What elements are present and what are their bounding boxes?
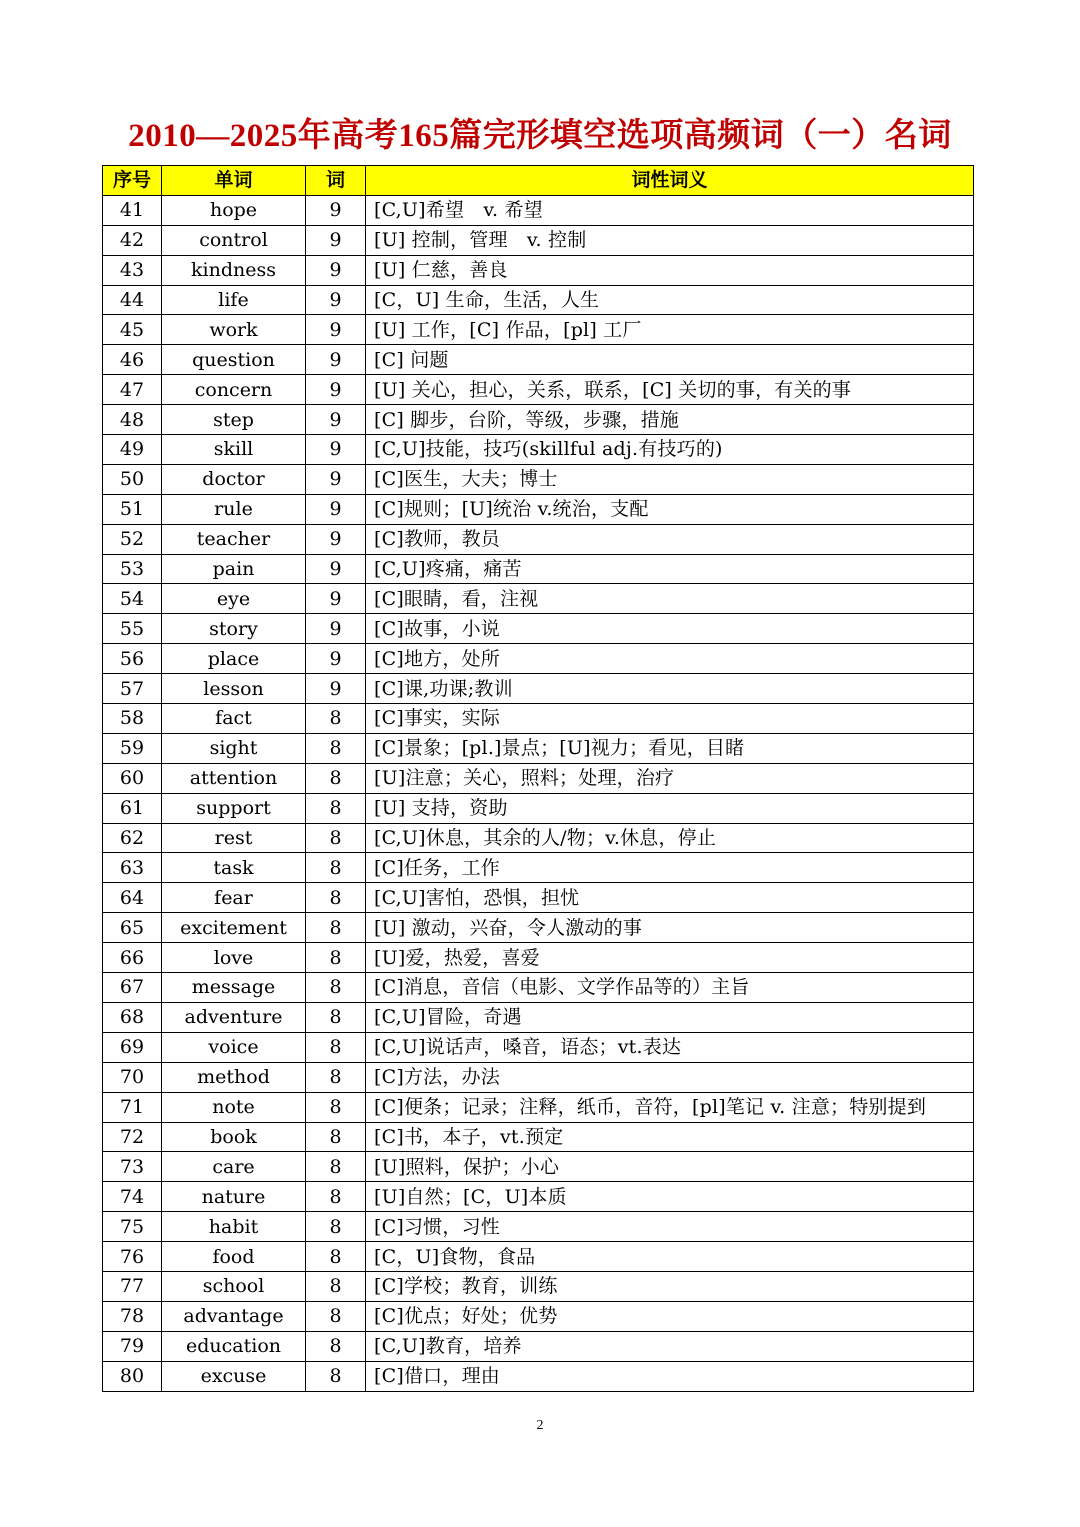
row-number: 59 bbox=[103, 733, 162, 763]
row-number: 44 bbox=[103, 285, 162, 315]
row-definition: [C,U]冒险，奇遇 bbox=[366, 1002, 974, 1032]
row-word: note bbox=[162, 1092, 306, 1122]
row-count: 8 bbox=[306, 883, 366, 913]
row-number: 71 bbox=[103, 1092, 162, 1122]
table-row bbox=[103, 1122, 974, 1152]
row-word: place bbox=[162, 644, 306, 674]
row-definition: [C]教师，教员 bbox=[366, 524, 974, 554]
row-number: 80 bbox=[103, 1361, 162, 1391]
row-word: book bbox=[162, 1122, 306, 1152]
table-row bbox=[103, 435, 974, 465]
row-number: 43 bbox=[103, 255, 162, 285]
row-number: 68 bbox=[103, 1002, 162, 1032]
table-row bbox=[103, 195, 974, 225]
row-definition: [C]习惯，习性 bbox=[366, 1212, 974, 1242]
row-number: 76 bbox=[103, 1242, 162, 1272]
row-definition: [C]借口，理由 bbox=[366, 1361, 974, 1391]
row-number: 64 bbox=[103, 883, 162, 913]
row-word: food bbox=[162, 1242, 306, 1272]
row-number: 47 bbox=[103, 375, 162, 405]
row-word: lesson bbox=[162, 674, 306, 704]
table-row bbox=[103, 584, 974, 614]
row-definition: [C]医生，大夫；博士 bbox=[366, 464, 974, 494]
row-count: 8 bbox=[306, 1032, 366, 1062]
row-count: 9 bbox=[306, 464, 366, 494]
row-definition: [C] 问题 bbox=[366, 345, 974, 375]
row-count: 8 bbox=[306, 1092, 366, 1122]
row-word: nature bbox=[162, 1182, 306, 1212]
row-definition: [C]优点；好处；优势 bbox=[366, 1301, 974, 1331]
table-row bbox=[103, 285, 974, 315]
row-number: 51 bbox=[103, 494, 162, 524]
row-count: 8 bbox=[306, 1301, 366, 1331]
row-count: 8 bbox=[306, 1361, 366, 1391]
row-word: fear bbox=[162, 883, 306, 913]
row-word: doctor bbox=[162, 464, 306, 494]
row-word: excitement bbox=[162, 913, 306, 943]
table-header-row bbox=[103, 166, 974, 196]
row-definition: [U]照料，保护；小心 bbox=[366, 1152, 974, 1182]
row-number: 45 bbox=[103, 315, 162, 345]
row-number: 74 bbox=[103, 1182, 162, 1212]
row-count: 9 bbox=[306, 255, 366, 285]
row-count: 8 bbox=[306, 1062, 366, 1092]
row-count: 9 bbox=[306, 405, 366, 435]
row-count: 8 bbox=[306, 1212, 366, 1242]
row-count: 8 bbox=[306, 1271, 366, 1301]
table-row bbox=[103, 763, 974, 793]
row-definition: [U] 激动，兴奋，令人激动的事 bbox=[366, 913, 974, 943]
row-count: 8 bbox=[306, 823, 366, 853]
table-row bbox=[103, 315, 974, 345]
row-number: 48 bbox=[103, 405, 162, 435]
table-row bbox=[103, 554, 974, 584]
row-count: 8 bbox=[306, 1242, 366, 1272]
row-count: 8 bbox=[306, 1002, 366, 1032]
row-count: 8 bbox=[306, 763, 366, 793]
row-count: 9 bbox=[306, 614, 366, 644]
row-definition: [U]自然；[C，U]本质 bbox=[366, 1182, 974, 1212]
row-number: 56 bbox=[103, 644, 162, 674]
row-definition: [C]消息，音信（电影、文学作品等的）主旨 bbox=[366, 973, 974, 1003]
row-definition: [C,U]休息，其余的人/物；v.休息，停止 bbox=[366, 823, 974, 853]
row-number: 67 bbox=[103, 973, 162, 1003]
row-definition: [C] 脚步，台阶，等级，步骤，措施 bbox=[366, 405, 974, 435]
row-count: 8 bbox=[306, 943, 366, 973]
row-number: 77 bbox=[103, 1271, 162, 1301]
table-row bbox=[103, 943, 974, 973]
row-count: 9 bbox=[306, 674, 366, 704]
row-number: 73 bbox=[103, 1152, 162, 1182]
row-word: teacher bbox=[162, 524, 306, 554]
row-word: pain bbox=[162, 554, 306, 584]
row-definition: [C]事实，实际 bbox=[366, 704, 974, 734]
table-row bbox=[103, 1301, 974, 1331]
table-row bbox=[103, 704, 974, 734]
row-definition: [C,U]希望 v. 希望 bbox=[366, 195, 974, 225]
row-definition: [C]故事，小说 bbox=[366, 614, 974, 644]
row-definition: [C,U]害怕，恐惧，担忧 bbox=[366, 883, 974, 913]
row-number: 62 bbox=[103, 823, 162, 853]
row-number: 50 bbox=[103, 464, 162, 494]
table-row bbox=[103, 793, 974, 823]
page-number: 2 bbox=[536, 1418, 544, 1433]
table-row bbox=[103, 674, 974, 704]
row-word: advantage bbox=[162, 1301, 306, 1331]
table-row bbox=[103, 1212, 974, 1242]
row-word: hope bbox=[162, 195, 306, 225]
row-word: concern bbox=[162, 375, 306, 405]
row-definition: [C，U]食物，食品 bbox=[366, 1242, 974, 1272]
row-definition: [U] 仁慈，善良 bbox=[366, 255, 974, 285]
row-count: 9 bbox=[306, 195, 366, 225]
row-word: habit bbox=[162, 1212, 306, 1242]
header-number: 序号 bbox=[103, 166, 162, 196]
row-word: method bbox=[162, 1062, 306, 1092]
row-number: 63 bbox=[103, 853, 162, 883]
table-row bbox=[103, 494, 974, 524]
table-row bbox=[103, 1182, 974, 1212]
row-word: excuse bbox=[162, 1361, 306, 1391]
row-number: 66 bbox=[103, 943, 162, 973]
row-definition: [U]注意；关心，照料；处理，治疗 bbox=[366, 763, 974, 793]
row-count: 8 bbox=[306, 1182, 366, 1212]
row-word: attention bbox=[162, 763, 306, 793]
row-number: 46 bbox=[103, 345, 162, 375]
row-definition: [C]便条；记录；注释，纸币，音符，[pl]笔记 v. 注意；特别提到 bbox=[366, 1092, 974, 1122]
row-number: 52 bbox=[103, 524, 162, 554]
vocabulary-table bbox=[102, 165, 974, 1392]
row-number: 69 bbox=[103, 1032, 162, 1062]
row-word: control bbox=[162, 225, 306, 255]
row-count: 9 bbox=[306, 494, 366, 524]
table-row bbox=[103, 823, 974, 853]
row-number: 79 bbox=[103, 1331, 162, 1361]
row-number: 60 bbox=[103, 763, 162, 793]
row-word: voice bbox=[162, 1032, 306, 1062]
row-number: 55 bbox=[103, 614, 162, 644]
row-number: 78 bbox=[103, 1301, 162, 1331]
table-row bbox=[103, 1242, 974, 1272]
row-count: 8 bbox=[306, 973, 366, 1003]
row-definition: [C,U]疼痛，痛苦 bbox=[366, 554, 974, 584]
row-count: 8 bbox=[306, 853, 366, 883]
row-count: 9 bbox=[306, 375, 366, 405]
row-count: 9 bbox=[306, 554, 366, 584]
table-row bbox=[103, 883, 974, 913]
row-word: message bbox=[162, 973, 306, 1003]
row-word: sight bbox=[162, 733, 306, 763]
table-row bbox=[103, 1152, 974, 1182]
table-row bbox=[103, 524, 974, 554]
row-word: question bbox=[162, 345, 306, 375]
row-number: 53 bbox=[103, 554, 162, 584]
table-body bbox=[103, 195, 974, 1391]
row-count: 9 bbox=[306, 225, 366, 255]
row-number: 49 bbox=[103, 435, 162, 465]
row-number: 42 bbox=[103, 225, 162, 255]
row-number: 70 bbox=[103, 1062, 162, 1092]
row-word: eye bbox=[162, 584, 306, 614]
table-row bbox=[103, 1092, 974, 1122]
row-count: 8 bbox=[306, 913, 366, 943]
table-row bbox=[103, 1002, 974, 1032]
row-definition: [C]眼睛，看，注视 bbox=[366, 584, 974, 614]
table-row bbox=[103, 644, 974, 674]
row-count: 9 bbox=[306, 345, 366, 375]
row-word: life bbox=[162, 285, 306, 315]
row-count: 8 bbox=[306, 1152, 366, 1182]
row-definition: [C]景象；[pl.]景点；[U]视力；看见，目睹 bbox=[366, 733, 974, 763]
row-number: 54 bbox=[103, 584, 162, 614]
row-word: care bbox=[162, 1152, 306, 1182]
row-definition: [C]书，本子，vt.预定 bbox=[366, 1122, 974, 1152]
row-word: school bbox=[162, 1271, 306, 1301]
table-row bbox=[103, 1331, 974, 1361]
row-definition: [C]规则；[U]统治 v.统治，支配 bbox=[366, 494, 974, 524]
header-word: 单词 bbox=[162, 166, 306, 196]
row-number: 57 bbox=[103, 674, 162, 704]
row-word: story bbox=[162, 614, 306, 644]
row-count: 8 bbox=[306, 1331, 366, 1361]
row-count: 9 bbox=[306, 435, 366, 465]
row-definition: [U] 关心，担心，关系，联系，[C] 关切的事，有关的事 bbox=[366, 375, 974, 405]
table-row bbox=[103, 973, 974, 1003]
row-number: 41 bbox=[103, 195, 162, 225]
row-definition: [C]地方，处所 bbox=[366, 644, 974, 674]
row-count: 8 bbox=[306, 793, 366, 823]
row-word: education bbox=[162, 1331, 306, 1361]
table-row bbox=[103, 255, 974, 285]
table-row bbox=[103, 405, 974, 435]
page-title: 2010—2025年高考165篇完形填空选项高频词（一）名词 bbox=[128, 118, 952, 154]
table-row bbox=[103, 853, 974, 883]
table-row bbox=[103, 614, 974, 644]
row-definition: [C,U]技能，技巧(skillful adj.有技巧的) bbox=[366, 435, 974, 465]
row-definition: [C,U]说话声，嗓音，语态；vt.表达 bbox=[366, 1032, 974, 1062]
table-row bbox=[103, 733, 974, 763]
row-word: support bbox=[162, 793, 306, 823]
table-row bbox=[103, 1361, 974, 1391]
row-definition: [U] 控制，管理 v. 控制 bbox=[366, 225, 974, 255]
table-row bbox=[103, 225, 974, 255]
row-definition: [C]任务，工作 bbox=[366, 853, 974, 883]
table-row bbox=[103, 345, 974, 375]
row-definition: [C]学校；教育，训练 bbox=[366, 1271, 974, 1301]
row-word: kindness bbox=[162, 255, 306, 285]
table-row bbox=[103, 464, 974, 494]
table-row bbox=[103, 375, 974, 405]
row-word: fact bbox=[162, 704, 306, 734]
row-number: 72 bbox=[103, 1122, 162, 1152]
row-word: rest bbox=[162, 823, 306, 853]
row-definition: [U] 工作，[C] 作品，[pl] 工厂 bbox=[366, 315, 974, 345]
row-number: 65 bbox=[103, 913, 162, 943]
row-number: 58 bbox=[103, 704, 162, 734]
row-number: 61 bbox=[103, 793, 162, 823]
row-word: rule bbox=[162, 494, 306, 524]
row-word: step bbox=[162, 405, 306, 435]
row-definition: [U]爱，热爱，喜爱 bbox=[366, 943, 974, 973]
table-row bbox=[103, 1032, 974, 1062]
row-count: 8 bbox=[306, 733, 366, 763]
row-word: adventure bbox=[162, 1002, 306, 1032]
row-definition: [C]课,功课;教训 bbox=[366, 674, 974, 704]
row-word: work bbox=[162, 315, 306, 345]
row-word: task bbox=[162, 853, 306, 883]
row-word: skill bbox=[162, 435, 306, 465]
table-row bbox=[103, 1062, 974, 1092]
row-word: love bbox=[162, 943, 306, 973]
row-number: 75 bbox=[103, 1212, 162, 1242]
row-definition: [U] 支持，资助 bbox=[366, 793, 974, 823]
row-count: 9 bbox=[306, 315, 366, 345]
table-row bbox=[103, 1271, 974, 1301]
row-count: 9 bbox=[306, 584, 366, 614]
row-definition: [C，U] 生命，生活，人生 bbox=[366, 285, 974, 315]
row-count: 9 bbox=[306, 644, 366, 674]
row-count: 8 bbox=[306, 704, 366, 734]
table-row bbox=[103, 913, 974, 943]
row-count: 9 bbox=[306, 524, 366, 554]
header-definition: 词性词义 bbox=[366, 166, 974, 196]
row-count: 9 bbox=[306, 285, 366, 315]
row-definition: [C]方法，办法 bbox=[366, 1062, 974, 1092]
row-count: 8 bbox=[306, 1122, 366, 1152]
header-count: 词 bbox=[306, 166, 366, 196]
row-definition: [C,U]教育，培养 bbox=[366, 1331, 974, 1361]
